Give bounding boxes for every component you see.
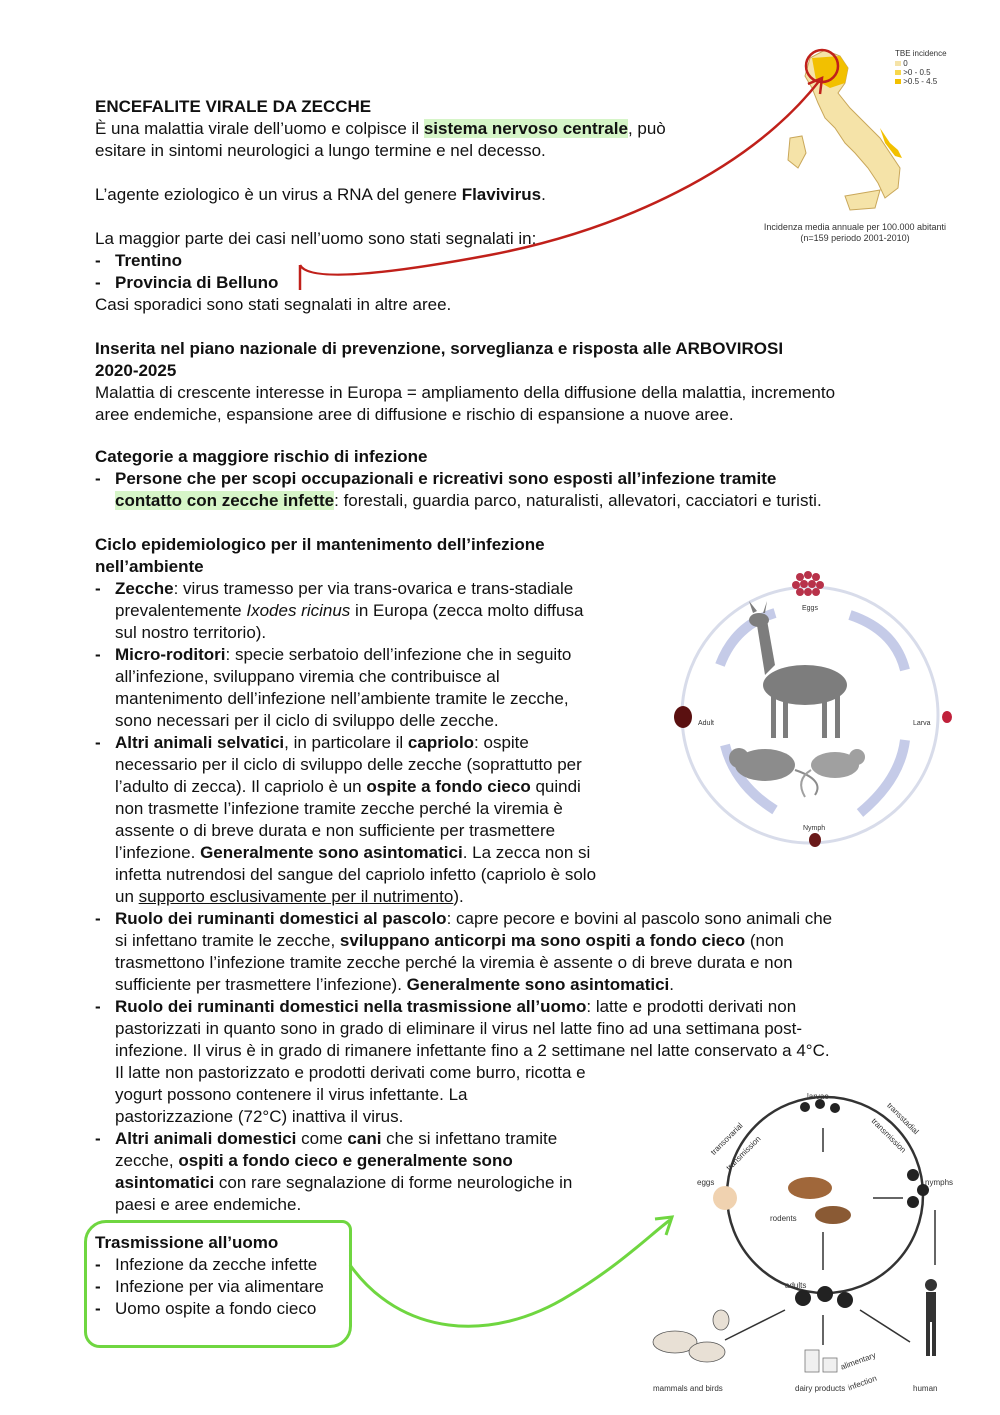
list-item: - Provincia di Belluno (95, 272, 666, 294)
list-item: - Zecche: virus tramesso per via trans-ovarica e trans-stadiale prevalentemente Ixodes ricinus in Europa (zecca molto diffusa sul nostro territorio). (95, 578, 915, 644)
legend-item: >0.5 - 4.5 (895, 71, 937, 93)
label-alimentary: alimentary infection (839, 1350, 878, 1393)
green-arrow-icon (340, 1205, 685, 1335)
plan-line: aree endemiche, espansione aree di diffusione e rischio di espansione a nuove aree. (95, 405, 734, 424)
label-human: human (913, 1384, 938, 1393)
list-item: - Micro-roditori: specie serbatoio dell’infezione che in seguito all’infezione, sviluppano viremia che contribuisce al mantenimento dell’infezione nell’ambiente tramite le zecche, sono necessari per il ciclo di sviluppo delle zecche. (95, 644, 915, 732)
tick-cycle-figure (665, 565, 965, 855)
list-item: - Altri animali domestici come cani che si infettano tramite zecche, ospiti a fondo cieco e generalmente sono asintomatici con rare segnalazione di forme neurologiche in paesi e aree endemiche. (95, 1128, 915, 1216)
transmission-figure (645, 1080, 965, 1400)
legend-item: 0 (895, 53, 908, 75)
list-item: - Ruolo dei ruminanti domestici al pascolo: capre pecore e bovini al pascolo sono animali che si infettano tramite le zecche, sviluppano anticorpi ma sono ospiti a fondo cieco (non trasmettono l’infezione tramite zecche perché la viremia è assente o di breve durata e non sufficiente per trasmettere l’infezione). Generalmente sono asintomatici. (95, 908, 915, 996)
highlight: sistema nervoso centrale (423, 119, 628, 138)
risk-section (95, 446, 915, 512)
human-title: Trasmissione all’uomo (95, 1233, 279, 1252)
legend-title: TBE incidence (895, 49, 947, 58)
label-transstadial: transstadial transmission (869, 1100, 921, 1155)
list-item: - Persone che per scopi occupazionali e ricreativi sono esposti all’infezione tramite contatto con zecche infette: forestali, guardia parco, naturalisti, allevatori, cacciatori e turisti. (95, 468, 915, 512)
plan-title: 2020-2025 (95, 361, 177, 380)
label-adult: Adult (698, 720, 714, 727)
plan-section (95, 338, 915, 426)
list-item: - Infezione per via alimentare (95, 1276, 355, 1298)
cycle-title: nell’ambiente (95, 557, 204, 576)
highlight: contatto con zecche infette (115, 491, 335, 510)
label-larva: Larva (913, 720, 931, 727)
label-eggs: Eggs (802, 605, 818, 612)
label-larvae: larvae (807, 1092, 829, 1101)
label-adults: adults (785, 1281, 807, 1290)
cases-intro: La maggior parte dei casi nell’uomo sono stati segnalati in: (95, 229, 537, 248)
label-dairy: dairy products (795, 1384, 846, 1393)
map-caption: (n=159 periodo 2001-2010) (800, 233, 910, 243)
label-mammals: mammals and birds (653, 1384, 723, 1393)
legend-item: >0 - 0.5 (895, 62, 931, 84)
list-item: - Altri animali selvatici, in particolare il capriolo: ospite necessario per il ciclo di sviluppo delle zecche (soprattutto per l’adulto di zecca). Il capriolo è un ospite a fondo cieco quindi non trasmette l’infezione tramite zecche perché la viremia è assente o di breve durata e non sufficiente per trasmettere l’infezione. Generalmente sono asintomatici. La zecca non si infetta nutrendosi del sangue del capriolo infetto (capriolo è solo un supporto esclusivamente per il nutrimento). (95, 732, 915, 908)
intro-line: È una malattia virale dell’uomo e colpisce il sistema nervoso centrale, può (95, 119, 666, 138)
plan-line: Malattia di crescente interesse in Europa = ampliamento della diffusione della malattia, incremento (95, 383, 836, 402)
map-caption: Incidenza media annuale per 100.000 abitanti (763, 222, 947, 232)
list-item: - Ruolo dei ruminanti domestici nella trasmissione all’uomo: latte e prodotti derivati non pastorizzati in quanto sono in grado di eliminare il virus nel latte fino ad una settimana post- infezione. Il virus è in grado di rimanere infettante fino a 2 settimane nel latte conservato a 4°C. Il latte non pastorizzato e prodotti derivati come burro, ricotta e yogurt possono contenere il virus infettante. La pastorizzazione (72°C) inattiva il virus. (95, 996, 915, 1128)
label-transovarial: transovarial transmission (708, 1121, 763, 1173)
cycle-title: Ciclo epidemiologico per il mantenimento dell’infezione (95, 535, 545, 554)
list-item: - Trentino (95, 250, 666, 272)
human-section (95, 1232, 355, 1320)
red-arrow-icon (290, 70, 850, 300)
intro-line: esitare in sintomi neurologici a lungo termine e nel decesso. (95, 141, 546, 160)
label-nymph: Nymph (803, 825, 826, 832)
label-rodents: rodents (770, 1214, 797, 1223)
page-title: ENCEFALITE VIRALE DA ZECCHE (95, 97, 372, 116)
sporadic-line: Casi sporadici sono stati segnalati in altre aree. (95, 295, 452, 314)
agent-line: L’agente eziologico è un virus a RNA del genere Flavivirus. (95, 185, 546, 204)
list-item: - Infezione da zecche infette (95, 1254, 355, 1276)
list-item: - Uomo ospite a fondo cieco (95, 1298, 355, 1320)
plan-title: Inserita nel piano nazionale di prevenzione, sorveglianza e risposta alle ARBOVIROSI (95, 339, 784, 358)
risk-title: Categorie a maggiore rischio di infezione (95, 447, 428, 466)
label-nymphs: nymphs (925, 1178, 954, 1187)
label-eggs: eggs (697, 1178, 715, 1187)
